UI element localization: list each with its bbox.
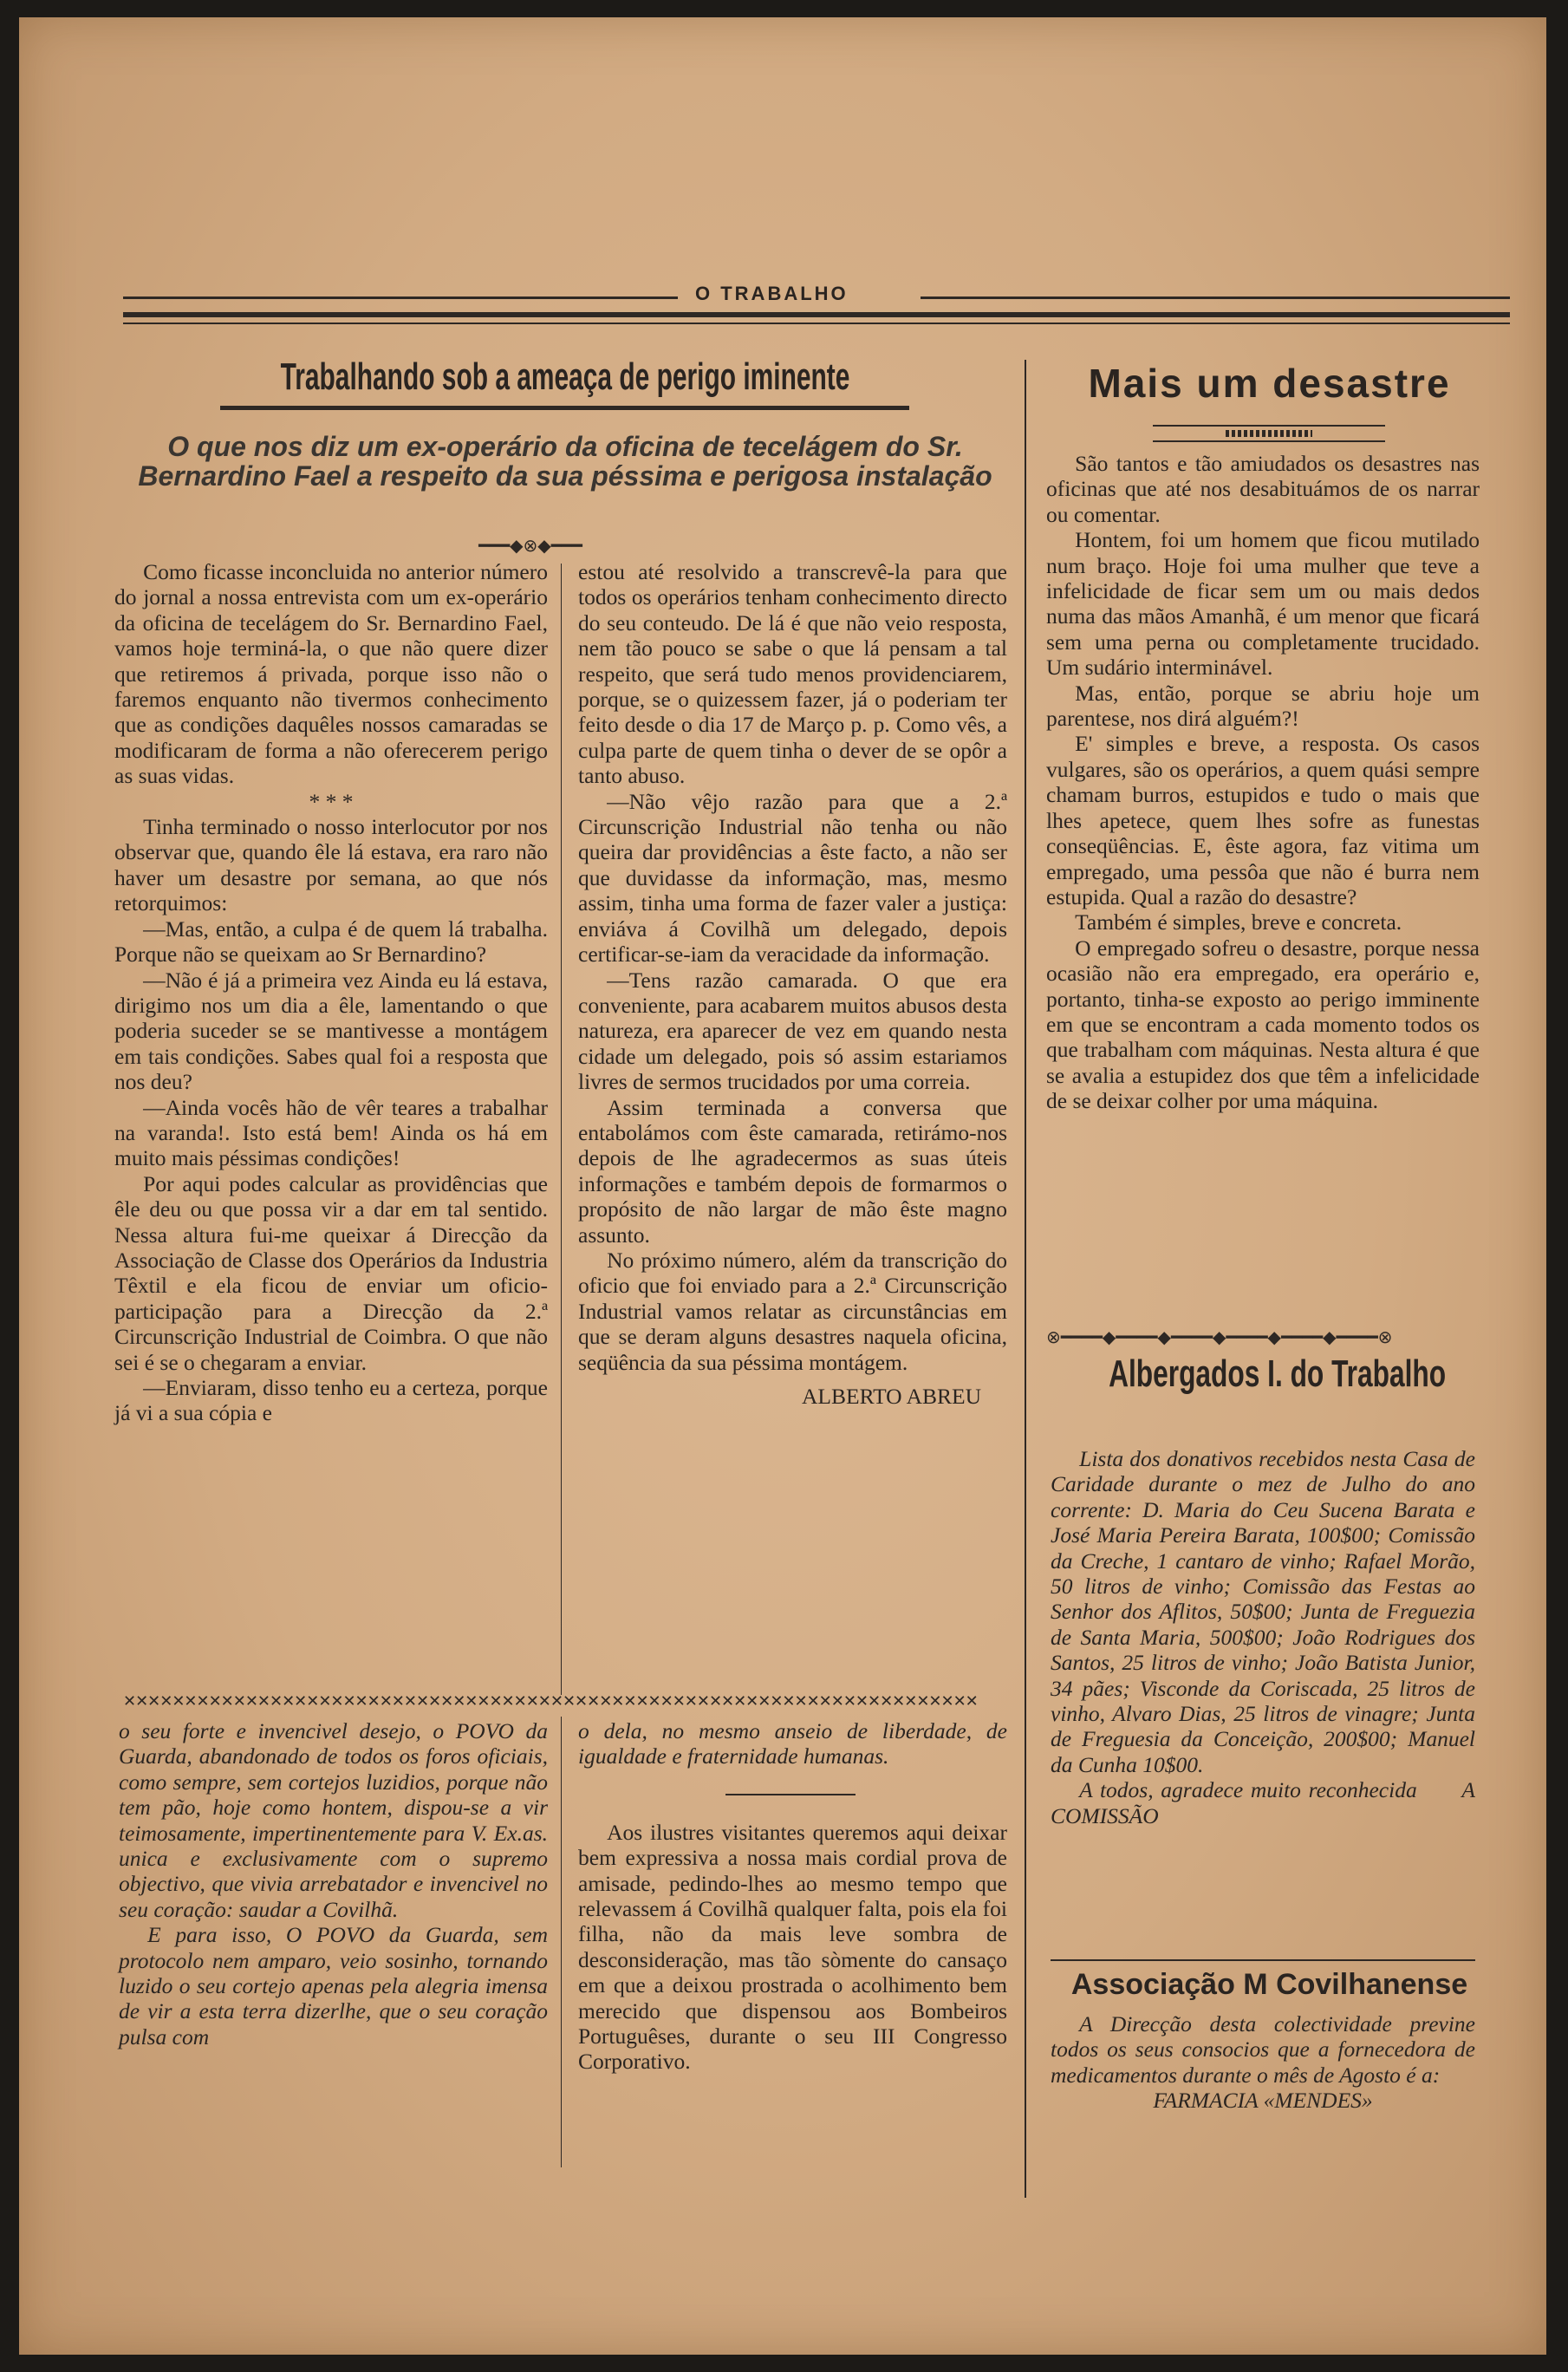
header-rule-thick: [123, 312, 1510, 317]
visit-article-right-column: [578, 1718, 1007, 2075]
paragraph: o seu forte e invencivel desejo, o POVO da Guarda, abandonado de todos os foros oficiais, como sempre, sem cortejos luzidios, porque não tem pão, hoje como hontem, dispou-se a vir teimosamente, impertinentemente para V. Ex.as. unica e exclusivamente com o supremo objectivo, que vivia arrebatador e invencivel no seu coração: saudar a Covilhã.: [119, 1718, 548, 1922]
paragraph: —Tens razão camarada. O que era conveniente, para acabarem muitos abusos desta natureza, era aparecer de vez em quando nesta cidade um delegado, pois só assim estariamos livres de sermos trucidados por uma correia.: [578, 967, 1007, 1095]
associacao-title: Associação M Covilhanense: [1070, 1968, 1468, 2001]
donations-thanks: A todos, agradece muito reconhecida A COMISSÃO: [1051, 1777, 1475, 1828]
associacao-top-rule: [1051, 1959, 1475, 1961]
side-title-rule-3: [1153, 440, 1385, 442]
newspaper-page: [19, 17, 1546, 2355]
donations-list: Lista dos donativos recebidos nesta Casa de Caridade durante o mez de Julho do ano corrente: D. Maria do Ceu Sucena Barata e José Maria Pereira Barata, 100$00; Comissão da Creche, 1 cantaro de vinho; Rafael Morão, 50 litros de vinho; Comissão das Festas ao Senhor dos Aflitos, 50$00; Junta de Freguezia de Santa Maria, 500$00; João Rodrigues dos Santos, 25 litros de vinho; João Batista Junior, 34 pães; Visconde da Coriscada, 25 litros de vinho, Alvaro Dias, 25 litros de vinagre; Junta de Freguesia da Conceição, 200$00; Manuel da Cunha 10$00.: [1051, 1446, 1475, 1777]
title-underline: [220, 406, 909, 410]
main-article-title: Trabalhando sob a ameaça de perigo iminente: [280, 355, 850, 398]
ornament-divider: ━━━◆⊗◆━━━: [478, 535, 582, 556]
article-signature: ALBERTO ABREU: [802, 1384, 981, 1409]
paragraph: —Mas, então, a culpa é de quem lá trabalha. Porque não se queixam ao Sr Bernardino?: [114, 916, 548, 968]
paragraph: Também é simples, breve e concreta.: [1075, 909, 1402, 935]
side-article-title-box: [1046, 360, 1493, 407]
albergados-title: Albergados I. do Trabalho: [1109, 1352, 1447, 1395]
associacao-body: [1051, 2011, 1475, 2114]
main-article-left-column: [114, 559, 548, 1426]
paragraph: estou até resolvido a transcrevê-la para que todos os operários tenham conhecimento directo do seu conteudo. De lá é que não veio resposta, nem tão pouco se sabe o que lá pensam a tal respeito, que será tudo menos providenciarem, porque, se o quizessem fazer, já o poderiam ter feito desde o dia 17 de Março p. p. Como vês, a culpa parte de quem tinha o dever de se opôr a tanto abuso.: [578, 559, 1007, 789]
paragraph: Tinha terminado o nosso interlocutor por nos observar que, quando êle lá estava, era raro não haver um desastre por semana, ao que nós retorquimos:: [114, 814, 548, 916]
paragraph: E para isso, O POVO da Guarda, sem protocolo nem amparo, veio sosinho, tornando luzido o seu cortejo apenas pela alegria imensa de vir a esta terra dizerlhe, que o seu coração pulsa com: [119, 1922, 548, 2049]
albergados-body: [1051, 1446, 1475, 1828]
header-rule-left: [123, 296, 678, 299]
column-divider-main: [1025, 360, 1026, 2198]
associacao-title-box: [1046, 1968, 1493, 2002]
side-article-title: Mais um desastre: [1088, 361, 1451, 406]
zigzag-divider: ✕✕✕✕✕✕✕✕✕✕✕✕✕✕✕✕✕✕✕✕✕✕✕✕✕✕✕✕✕✕✕✕✕✕✕✕✕✕✕✕✕✕✕✕✕✕✕✕✕✕✕✕✕✕✕✕✕✕✕✕✕✕✕✕✕✕✕✕✕✕: [123, 1692, 978, 1711]
column-divider-inner-top: [561, 564, 562, 1695]
paragraph: Hontem, foi um homem que ficou mutilado num braço. Hoje foi uma mulher que teve a infelicidade de ficar sem um ou mais dedos numa das mãos Amanhã, é um menor que ficará sem uma perna ou completamente trucidado. Um sudário interminável.: [1046, 527, 1480, 681]
side-title-rule: [1153, 425, 1385, 427]
asterism: * * *: [309, 788, 354, 814]
paragraph: —Não é já a primeira vez Ainda eu lá estava, dirigimo nos um dia a êle, lamentando o que poderia suceder se se mantivesse a montágem em tais condições. Sabes qual foi a resposta que nos deu?: [114, 967, 548, 1095]
paragraph: No próximo número, além da transcrição do oficio que foi enviado para a 2.ª Circunscrição Industrial vamos relatar as circunstâncias em que se deram alguns desastres naquela oficina, seqüência da sua péssima montágem.: [578, 1247, 1007, 1375]
paragraph: Como ficasse inconcluida no anterior número do jornal a nossa entrevista com um ex-operário da oficina de tecelágem do Sr. Bernardino Fael, vamos hoje terminá-la, o que não quere dizer que retiremos á privada, porque isso não o faremos enquanto não tivermos conhecimento que as condições daquêles nossos camaradas se modificaram de forma a não oferecerem perigo as suas vidas.: [114, 559, 548, 789]
paragraph: São tantos e tão amiudados os desastres nas oficinas que até nos desabituámos de os narrar ou comentar.: [1046, 451, 1480, 527]
paragraph: O empregado sofreu o desastre, porque nessa ocasião não era empregado, era operário e, portanto, tinha-se exposto ao perigo imminente em que se encontram a cada momento todos os que trabalham com máquinas. Nesta altura é que se avalia a estupidez dos que têm a infelicidade de se deixar colher por uma máquina.: [1046, 935, 1480, 1114]
albergados-title-box: [1046, 1352, 1493, 1396]
visit-article-left-column: [119, 1718, 548, 2049]
short-rule: [725, 1794, 856, 1795]
paragraph: —Não vêjo razão para que a 2.ª Circunscrição Industrial não tenha ou não queira dar providências a êste facto, a não ser que duvidasse da informação, mas, mesmo assim, tinha uma forma de fazer valer a justiça: enviáva á Covilhã um delegado, depois certificar-se-iam da veracidade da informação.: [578, 788, 1007, 968]
commission-signature: A COMISSÃO: [1051, 1777, 1475, 1828]
pharmacy-name: FARMACIA «MENDES»: [1153, 2088, 1373, 2114]
header-rule-right: [921, 296, 1510, 299]
main-article-title-box: [123, 355, 1007, 399]
main-article-subtitle: O que nos diz um ex-operário da oficina de tecelágem do Sr. Bernardino Fael a respeito da sua péssima e perigosa instalação: [138, 431, 992, 492]
paragraph: o dela, no mesmo anseio de liberdade, de igualdade e fraternidade humanas.: [578, 1718, 1007, 1769]
paragraph: E' simples e breve, a resposta. Os casos vulgares, são os operários, a quem quási sempre chamam burros, estupidos e tudo o mais que lhes apetece, quem lhes sofre as funestas conseqüências. E, êste agora, faz vitima um empregado, uma pessôa que não é burra nem estupida. Qual a razão do desastre?: [1046, 731, 1480, 909]
paragraph: —Enviaram, disso tenho eu a certeza, porque já vi a sua cópia e: [114, 1375, 548, 1426]
header-rule-thin: [123, 323, 1510, 324]
paragraph: —Ainda vocês hão de vêr teares a trabalhar na varanda!. Isto está bem! Ainda os há em muito mais péssimas condições!: [114, 1094, 548, 1171]
running-title: O TRABALHO: [695, 283, 849, 304]
paragraph: Por aqui podes calcular as providências que êle deu ou que possa vir a dar em tal sentido. Nessa altura fui-me queixar á Direcção da Associação de Classe dos Operários da Industria Têxtil e ela ficou de enviar um oficio-participação para a Direcção da 2.ª Circunscrição Industrial de Coimbra. O que não sei é se o chegaram a enviar.: [114, 1170, 548, 1375]
main-article-right-column: [578, 559, 1007, 1409]
side-title-rule-2: [1226, 430, 1312, 437]
paragraph: Aos ilustres visitantes queremos aqui deixar bem expressiva a nossa mais cordial prova de amisade, pedindo-lhes ao mesmo tempo que relevassem á Covilhã qualquer falta, pois ela foi filha, não da mais leve sombra de desconsideração, mas tão sòmente do cansaço em que a deixou prostrada o acolhimento bem merecido que dispensou aos Bombeiros Portuguêses, durante o seu III Congresso Corporativo.: [578, 1819, 1007, 2075]
paragraph: Mas, então, porque se abriu hoje um parentese, nos dirá alguém?!: [1046, 680, 1480, 732]
paragraph: Assim terminada a conversa que entabolámos com êste camarada, retirámo-nos depois de lhe agradecermos as suas úteis informações e também depois de formarmos o propósito de não largar de mão êste magno assunto.: [578, 1094, 1007, 1248]
side-article-body: [1046, 451, 1480, 1114]
column-divider-inner-bottom: [561, 1717, 562, 2167]
associacao-notice: A Direcção desta colectividade previne todos os seus consocios que a fornecedora de medicamentos durante o mês de Agosto é a:: [1051, 2011, 1475, 2088]
chain-divider: ⊗━━━━◆━━━━◆━━━━◆━━━━◆━━━━◆━━━━⊗: [1046, 1326, 1393, 1347]
